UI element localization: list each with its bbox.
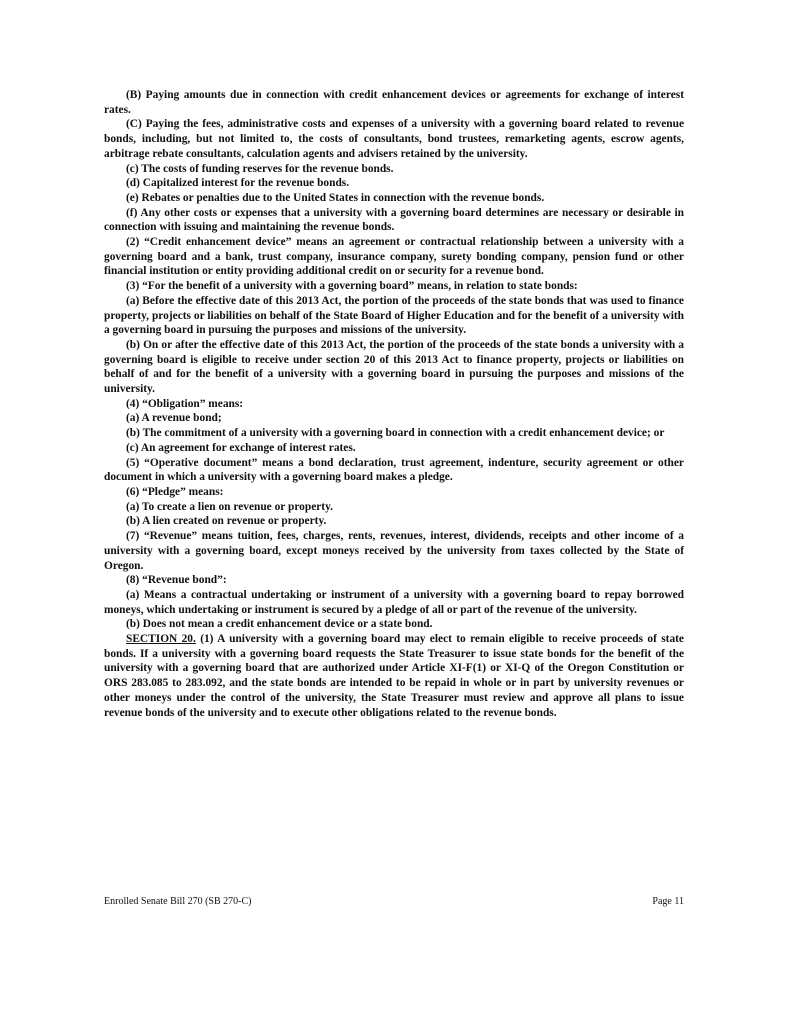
paragraph: (4) “Obligation” means: <box>126 397 244 410</box>
paragraph: (a) A revenue bond; <box>126 412 222 425</box>
paragraph: (b) On or after the effective date of this 2013 Act, the portion of the proceeds of the state bonds a university with a governing board is eligible to receive under section 20 of this 2013 Act to finance property, projects or liabilities on behalf of and for the benefit of a university with a governing board in pursuing the purposes and missions of the university. <box>104 338 684 396</box>
bill-identifier: Enrolled Senate Bill 270 (SB 270-C) <box>104 896 252 907</box>
paragraph: (f) Any other costs or expenses that a university with a governing board determines are necessary or desirable in connection with issuing and maintaining the revenue bonds. <box>104 206 684 234</box>
paragraph: (c) An agreement for exchange of interest rates. <box>126 441 356 454</box>
paragraph: (b) A lien created on revenue or property. <box>126 515 327 528</box>
paragraph: (c) The costs of funding reserves for the revenue bonds. <box>126 162 394 175</box>
paragraph: (3) “For the benefit of a university with a governing board” means, in relation to state bonds: <box>126 280 578 293</box>
page-number: Page 11 <box>652 896 684 907</box>
paragraph: (d) Capitalized interest for the revenue bonds. <box>126 177 350 190</box>
paragraph: (b) Does not mean a credit enhancement device or a state bond. <box>126 618 433 631</box>
paragraph: (b) The commitment of a university with a governing board in connection with a credit enhancement device; or <box>126 427 665 440</box>
paragraph: (7) “Revenue” means tuition, fees, charges, rents, revenues, interest, dividends, receipts and other income of a university with a governing board, except moneys received by the university from taxes collected by the State of Oregon. <box>104 530 684 572</box>
paragraph: (5) “Operative document” means a bond declaration, trust agreement, indenture, security agreement or other document in which a university with a governing board makes a pledge. <box>104 456 684 484</box>
section-heading: SECTION 20. <box>126 633 196 646</box>
paragraph: (C) Paying the fees, administrative costs and expenses of a university with a governing board related to revenue bonds, including, but not limited to, the costs of consultants, bond trustees, remarketing agents, escrow agents, arbitrage rebate consultants, calculation agents and advisers retained by the university. <box>104 118 684 160</box>
paragraph: (8) “Revenue bond”: <box>126 574 227 587</box>
paragraph: (e) Rebates or penalties due to the United States in connection with the revenue bonds. <box>126 191 545 204</box>
paragraph: (a) Means a contractual undertaking or instrument of a university with a governing board to repay borrowed moneys, which undertaking or instrument is secured by a pledge of all or part of the revenue of the university. <box>104 588 684 616</box>
section-20-paragraph <box>104 632 684 720</box>
paragraph: (6) “Pledge” means: <box>126 485 224 498</box>
section-text: (1) A university with a governing board may elect to remain eligible to receive proceeds of state bonds. If a university with a governing board requests the State Treasurer to issue state bonds for the benefit of the university with a governing board that are authorized under Article XI-F(1) or XI-Q of the Oregon Constitution or ORS 283.085 to 283.092, and the state bonds are intended to be repaid in whole or in part by university revenues or other moneys under the control of the university, the State Treasurer must review and approve all plans to issue revenue bonds of the university and to execute other obligations related to the revenue bonds. <box>104 633 684 719</box>
paragraph: (a) To create a lien on revenue or property. <box>126 500 334 513</box>
paragraph: (B) Paying amounts due in connection with credit enhancement devices or agreements for exchange of interest rates. <box>104 89 684 116</box>
paragraph: (a) Before the effective date of this 2013 Act, the portion of the proceeds of the state bonds that was used to finance property, projects or liabilities on behalf of the State Board of Higher Education and for the benefit of a university with a governing board in pursuing the purposes and missions of the university. <box>104 294 684 337</box>
paragraph: (2) “Credit enhancement device” means an agreement or contractual relationship between a university with a governing board and a bank, trust company, insurance company, surety bonding company, pension fund or other financial institution or entity providing additional credit on or security for a revenue bond. <box>104 236 684 278</box>
document-body <box>104 88 684 720</box>
